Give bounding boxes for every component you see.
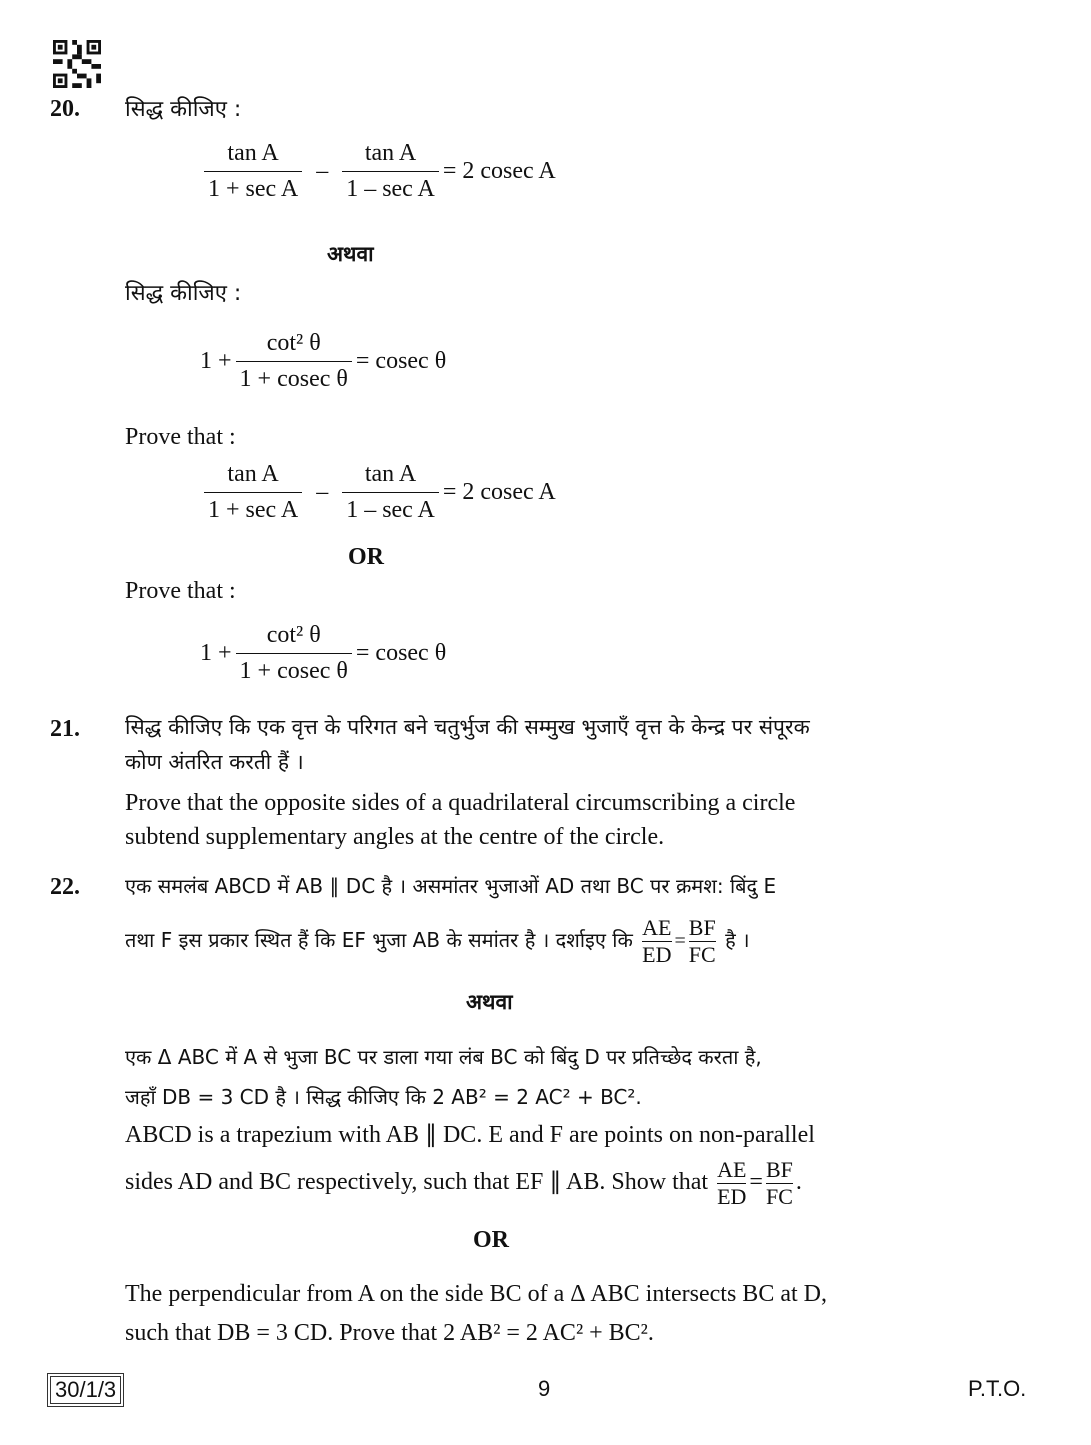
or-hindi: अथवा xyxy=(327,242,374,266)
fraction xyxy=(342,461,439,524)
paper-code: 30/1/3 xyxy=(50,1376,121,1404)
q22-hindi-line-1: एक समलंब ABCD में AB ∥ DC है । असमांतर भुजाओं AD तथा BC पर क्रमश: बिंदु E xyxy=(125,874,777,898)
or-english: OR xyxy=(348,544,384,570)
denominator: 1 – sec A xyxy=(342,492,439,524)
q20-equation-1-english xyxy=(200,461,556,524)
lhs: 1 + xyxy=(200,348,232,374)
rhs: = cosec θ xyxy=(355,640,447,666)
numerator: tan A xyxy=(364,140,417,166)
numerator: cot² θ xyxy=(266,330,321,356)
denominator: ED xyxy=(717,1183,747,1209)
q22-alt-english-line-1: The perpendicular from A on the side BC of a Δ ABC intersects BC at D, xyxy=(125,1281,827,1307)
fraction xyxy=(342,140,439,203)
numerator: AE xyxy=(642,915,672,940)
text: तथा F इस प्रकार स्थित हैं कि EF भुजा AB के समांतर है । दर्शाइए कि xyxy=(125,928,633,952)
numerator: BF xyxy=(688,915,716,940)
q21-hindi-line-1: सिद्ध कीजिए कि एक वृत्त के परिगत बने चतुर्भुज की सम्मुख भुजाएँ वृत्त के केन्द्र पर संपूरक xyxy=(125,715,810,739)
numerator: tan A xyxy=(227,461,279,487)
fraction xyxy=(236,622,352,685)
q22-alt-hindi-line-1: एक Δ ABC में A से भुजा BC पर डाला गया लंब BC को बिंदु D पर प्रतिच्छेद करता है, xyxy=(125,1045,762,1069)
fraction-ae-ed xyxy=(717,1157,746,1210)
or-english: OR xyxy=(473,1227,509,1253)
denominator: 1 + sec A xyxy=(204,171,302,203)
q20-prove-english: Prove that : xyxy=(125,424,236,450)
period: . xyxy=(795,1169,802,1195)
equals-sign: = xyxy=(674,930,686,952)
question-number-20: 20. xyxy=(50,96,80,122)
denominator: 1 – sec A xyxy=(342,171,439,203)
q22-alt-english-line-2: such that DB = 3 CD. Prove that 2 AB² = 2 AC² + BC². xyxy=(125,1320,654,1346)
q22-english-line-2 xyxy=(125,1152,802,1212)
denominator: ED xyxy=(642,942,672,967)
rhs: = 2 cosec A xyxy=(442,158,556,184)
text: है । xyxy=(725,928,750,952)
denominator: 1 + cosec θ xyxy=(236,653,352,685)
fraction-bf-fc xyxy=(689,915,716,968)
minus-sign: – xyxy=(316,158,329,184)
q20-prove-hindi-2: सिद्ध कीजिए : xyxy=(125,281,242,306)
q20-equation-1-hindi xyxy=(200,140,556,203)
fraction-ae-ed xyxy=(642,915,671,968)
q22-hindi-line-2 xyxy=(125,910,750,971)
lhs: 1 + xyxy=(200,640,232,666)
rhs: = cosec θ xyxy=(355,348,447,374)
denominator: FC xyxy=(688,942,716,967)
q22-english-line-1: ABCD is a trapezium with AB ∥ DC. E and F are points on non-parallel xyxy=(125,1122,815,1148)
question-number-21: 21. xyxy=(50,716,80,742)
or-hindi: अथवा xyxy=(466,990,513,1014)
equals-sign: = xyxy=(749,1169,763,1195)
q22-alt-hindi-line-2: जहाँ DB = 3 CD है । सिद्ध कीजिए कि 2 AB² = 2 AC² + BC². xyxy=(125,1085,642,1109)
numerator: tan A xyxy=(227,140,279,166)
q20-prove-hindi: सिद्ध कीजिए : xyxy=(125,97,242,122)
text: sides AD and BC respectively, such that EF ∥ AB. Show that xyxy=(125,1169,709,1195)
qr-code-icon xyxy=(52,40,102,88)
numerator: tan A xyxy=(364,461,417,487)
rhs: = 2 cosec A xyxy=(442,479,556,505)
q21-hindi-line-2: कोण अंतरित करती हैं । xyxy=(125,750,304,774)
pto-label: P.T.O. xyxy=(968,1376,1027,1401)
q20-equation-2-english xyxy=(200,622,446,685)
fraction xyxy=(204,461,302,524)
fraction-bf-fc xyxy=(766,1157,793,1210)
fraction xyxy=(204,140,302,203)
denominator: 1 + sec A xyxy=(204,492,302,524)
denominator: 1 + cosec θ xyxy=(236,361,352,393)
q21-english-line-1: Prove that the opposite sides of a quadrilateral circumscribing a circle xyxy=(125,790,796,816)
question-number-22: 22. xyxy=(50,874,80,900)
minus-sign: – xyxy=(316,479,329,505)
fraction xyxy=(236,330,352,393)
q21-english-line-2: subtend supplementary angles at the centre of the circle. xyxy=(125,824,665,850)
q20-equation-2-hindi xyxy=(200,330,446,393)
numerator: BF xyxy=(765,1156,793,1182)
q20-prove-english-2: Prove that : xyxy=(125,578,236,604)
numerator: cot² θ xyxy=(266,622,321,648)
numerator: AE xyxy=(717,1156,747,1182)
page-number: 9 xyxy=(538,1376,551,1401)
denominator: FC xyxy=(765,1183,793,1209)
